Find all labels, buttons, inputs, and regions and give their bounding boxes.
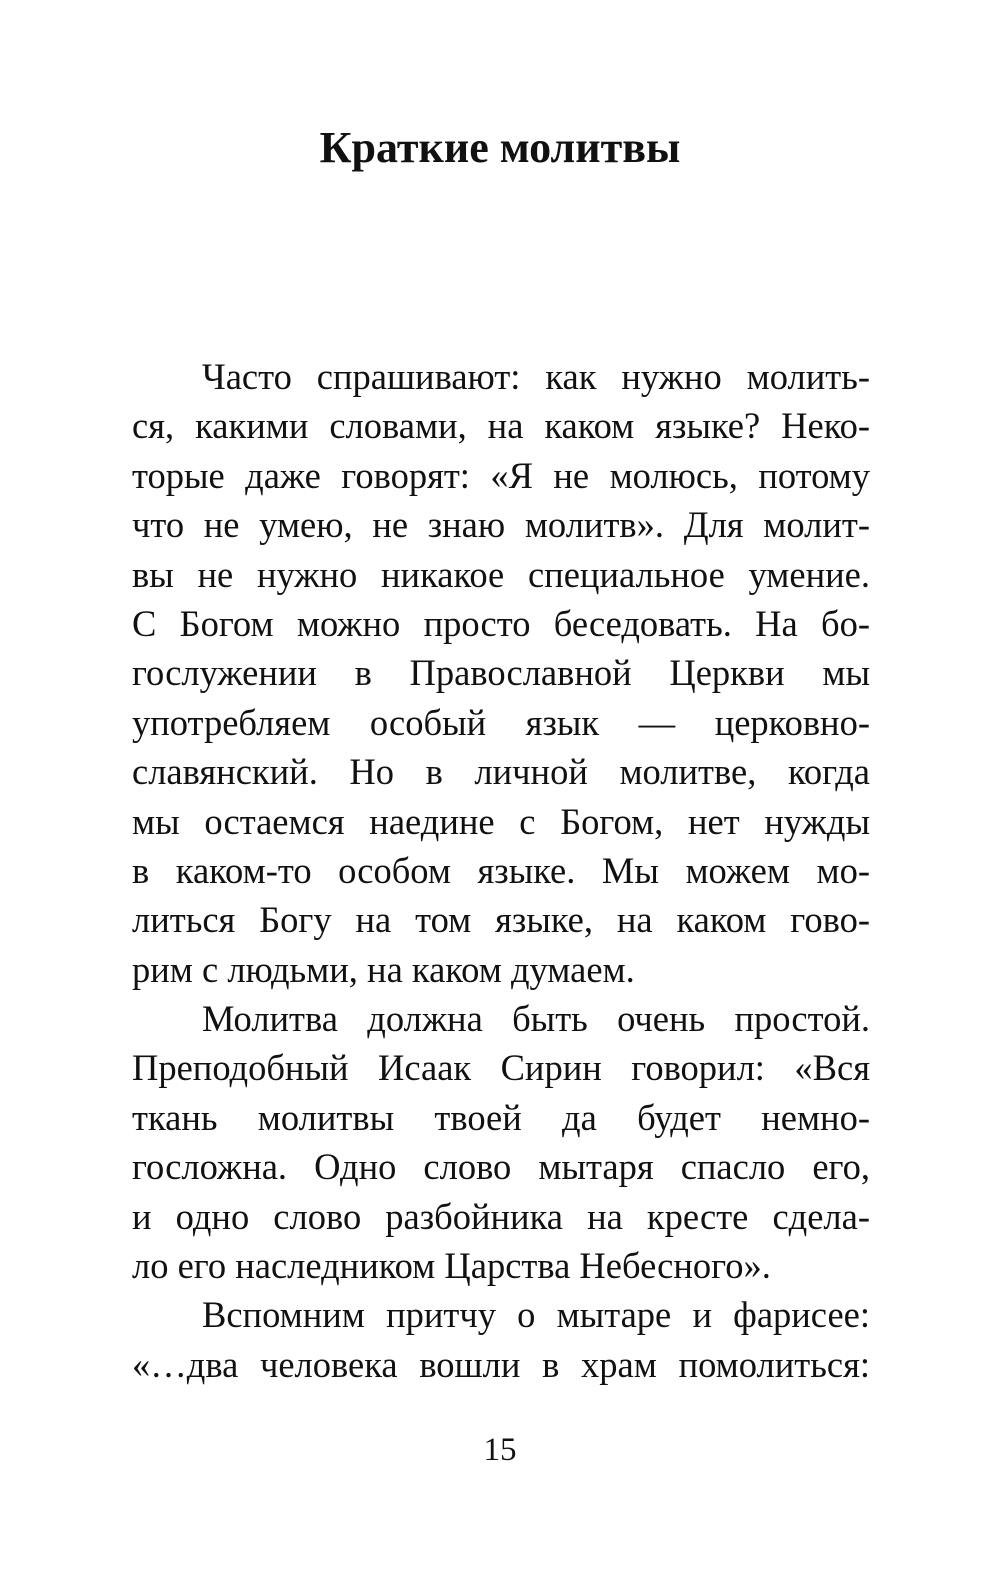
text-line: литься Богу на том языке, на каком гово- (132, 899, 870, 941)
text-line: Часто спрашивают: как нужно молить- (202, 356, 870, 397)
text-line: ло его наследником Царства Небесного». (132, 1245, 771, 1287)
text-line: и одно слово разбойника на кресте сдела- (132, 1195, 870, 1237)
text-line: ткань молитвы твоей да будет немно- (132, 1096, 870, 1138)
text-line: рим с людьми, на каком думаем. (132, 948, 635, 990)
text-line: Молитва должна быть очень простой. (202, 998, 870, 1040)
body-text (132, 352, 870, 1389)
chapter-title: Краткие молитвы (319, 123, 681, 172)
text-line: ся, какими словами, на каком языке? Неко- (132, 405, 870, 447)
page-number: 15 (483, 1432, 517, 1468)
text-line: мы остаемся наедине с Богом, нет нужды (132, 800, 870, 842)
text-line: госложна. Одно слово мытаря спасло его, (132, 1146, 870, 1188)
text-line: славянский. Но в личной молитве, когда (132, 751, 870, 793)
text-line: С Богом можно просто беседовать. На бо- (132, 602, 870, 644)
text-line: Вспомним притчу о мытаре и фарисее: (202, 1294, 870, 1336)
text-line: употребляем особый язык — церковно- (132, 701, 870, 743)
text-line: торые даже говорят: «Я не молюсь, потому (132, 454, 870, 496)
text-line: в каком-то особом языке. Мы можем мо- (132, 849, 870, 891)
text-line: Преподобный Исаак Сирин говорил: «Вся (132, 1047, 870, 1089)
text-line: «…два человека вошли в храм помолиться: (132, 1343, 870, 1385)
text-line: гослужении в Православной Церкви мы (132, 652, 870, 694)
text-line: вы не нужно никакое специальное умение. (132, 553, 870, 595)
text-line: что не умею, не знаю молитв». Для молит- (132, 504, 870, 546)
